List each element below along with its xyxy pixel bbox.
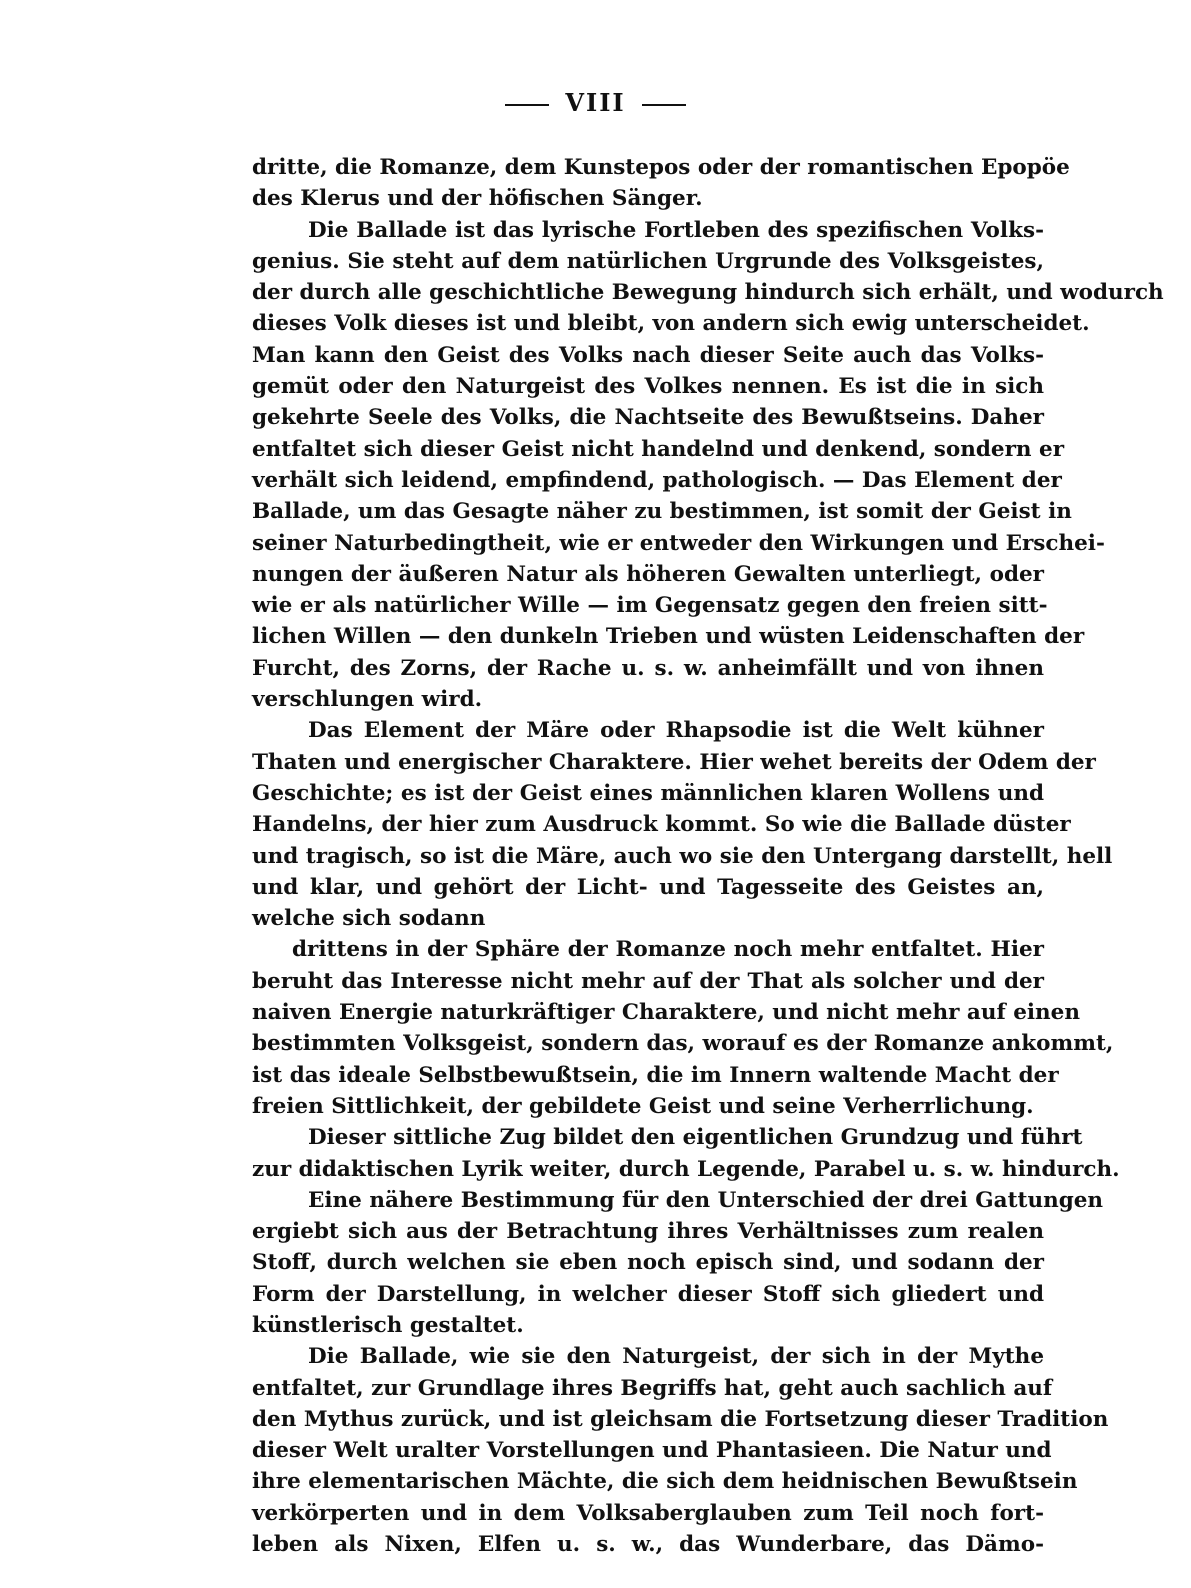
header-dash-right bbox=[642, 104, 686, 106]
text-line: ihre elementarischen Mächte, die sich dem heidnischen Bewußtsein bbox=[252, 1469, 1078, 1495]
text-line: genius. Sie steht auf dem natürlichen Urgrunde des Volksgeistes, bbox=[252, 248, 1044, 274]
text-line: Dieser sittliche Zug bildet den eigentlichen Grundzug und führt bbox=[308, 1125, 1083, 1151]
text-line: Handelns, der hier zum Ausdruck kommt. So wie die Ballade düster bbox=[252, 812, 1071, 838]
text-line: freien Sittlichkeit, der gebildete Geist und seine Verherrlichung. bbox=[252, 1093, 1034, 1119]
text-line: Die Ballade ist das lyrische Fortleben des spezifischen Volks- bbox=[308, 217, 1044, 243]
text-line: ergiebt sich aus der Betrachtung ihres Verhältnisses zum realen bbox=[252, 1219, 1044, 1245]
text-line: Form der Darstellung, in welcher dieser Stoff sich gliedert und bbox=[252, 1281, 1044, 1307]
text-line: entfaltet sich dieser Geist nicht handelnd und denkend, sondern er bbox=[252, 436, 1065, 462]
text-line: gemüt oder den Naturgeist des Volkes nennen. Es ist die in sich bbox=[252, 374, 1044, 400]
text-line: und klar, und gehört der Licht- und Tagesseite des Geistes an, bbox=[252, 874, 1044, 900]
text-line: Geschichte; es ist der Geist eines männlichen klaren Wollens und bbox=[252, 780, 1044, 806]
text-line: dieses Volk dieses ist und bleibt, von andern sich ewig unterscheidet. bbox=[252, 311, 1090, 337]
text-line: naiven Energie naturkräftiger Charaktere, und nicht mehr auf einen bbox=[252, 1000, 1080, 1026]
text-line: Furcht, des Zorns, der Rache u. s. w. anheimfällt und von ihnen bbox=[252, 655, 1044, 681]
text-line: welche sich sodann bbox=[252, 906, 486, 932]
body-text bbox=[252, 152, 1164, 1560]
text-line: verkörperten und in dem Volksaberglauben zum Teil noch fort- bbox=[252, 1500, 1044, 1526]
text-line: zur didaktischen Lyrik weiter, durch Legende, Parabel u. s. w. hindurch. bbox=[252, 1156, 1120, 1182]
text-line: wie er als natürlicher Wille — im Gegensatz gegen den freien sitt- bbox=[252, 593, 1048, 619]
text-line: lichen Willen — den dunkeln Trieben und wüsten Leidenschaften der bbox=[252, 624, 1085, 650]
header-dash-left bbox=[505, 104, 549, 106]
text-line: künstlerisch gestaltet. bbox=[252, 1312, 524, 1338]
text-line: drittens in der Sphäre der Romanze noch mehr entfaltet. Hier bbox=[292, 937, 1044, 963]
text-line: den Mythus zurück, und ist gleichsam die Fortsetzung dieser Tradition bbox=[252, 1406, 1109, 1432]
text-line: dieser Welt uralter Vorstellungen und Phantasieen. Die Natur und bbox=[252, 1438, 1052, 1464]
text-line: Stoff, durch welchen sie eben noch episch sind, und sodann der bbox=[252, 1250, 1044, 1276]
text-line: leben als Nixen, Elfen u. s. w., das Wunderbare, das Dämo- bbox=[252, 1532, 1044, 1558]
text-line: der durch alle geschichtliche Bewegung hindurch sich erhält, und wodurch bbox=[252, 280, 1164, 306]
text-line: beruht das Interesse nicht mehr auf der That als solcher und der bbox=[252, 968, 1044, 994]
text-line: Thaten und energischer Charaktere. Hier wehet bereits der Odem der bbox=[252, 749, 1096, 775]
page-header bbox=[0, 88, 1191, 117]
text-line: nungen der äußeren Natur als höheren Gewalten unterliegt, oder bbox=[252, 561, 1044, 587]
page-number: VIII bbox=[565, 88, 626, 117]
text-line: des Klerus und der höfischen Sänger. bbox=[252, 186, 703, 212]
text-line: bestimmten Volksgeist, sondern das, worauf es der Romanze ankommt, bbox=[252, 1031, 1114, 1057]
text-line: Ballade, um das Gesagte näher zu bestimmen, ist somit der Geist in bbox=[252, 499, 1072, 525]
text-line: Eine nähere Bestimmung für den Unterschied der drei Gattungen bbox=[308, 1187, 1104, 1213]
text-line: gekehrte Seele des Volks, die Nachtseite des Bewußtseins. Daher bbox=[252, 405, 1044, 431]
text-line: und tragisch, so ist die Märe, auch wo sie den Untergang darstellt, hell bbox=[252, 843, 1113, 869]
text-line: verschlungen wird. bbox=[252, 687, 483, 713]
text-line: ist das ideale Selbstbewußtsein, die im Innern waltende Macht der bbox=[252, 1062, 1059, 1088]
text-line: Man kann den Geist des Volks nach dieser Seite auch das Volks- bbox=[252, 342, 1044, 368]
text-line: dritte, die Romanze, dem Kunstepos oder der romantischen Epopöe bbox=[252, 155, 1070, 180]
text-line: entfaltet, zur Grundlage ihres Begriffs hat, geht auch sachlich auf bbox=[252, 1375, 1053, 1401]
text-line: seiner Naturbedingtheit, wie er entweder den Wirkungen und Erschei- bbox=[252, 530, 1105, 556]
text-line: Das Element der Märe oder Rhapsodie ist die Welt kühner bbox=[308, 718, 1044, 744]
text-line: Die Ballade, wie sie den Naturgeist, der sich in der Mythe bbox=[308, 1344, 1044, 1370]
text-line: verhält sich leidend, empfindend, pathologisch. — Das Element der bbox=[252, 467, 1062, 493]
